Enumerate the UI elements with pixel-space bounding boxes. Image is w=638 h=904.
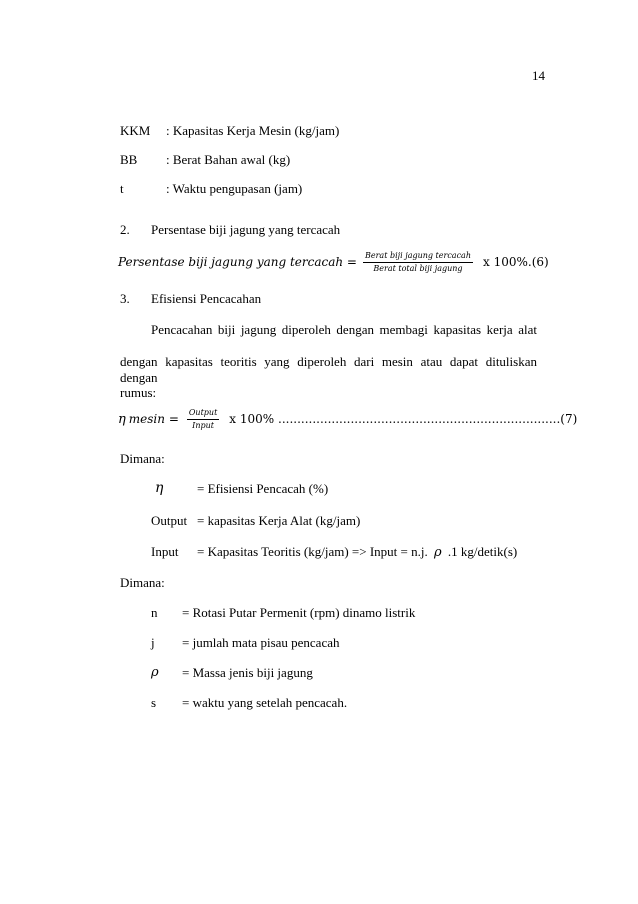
page-number: 14 [532, 68, 545, 83]
dimana1-term-eta: η [155, 480, 164, 496]
def-term-bb: BB [120, 152, 138, 167]
def-desc-bb: : Berat Bahan awal (kg) [166, 152, 291, 167]
dimana2-label: Dimana: [120, 575, 165, 590]
eq6-lhs: Persentase biji jagung yang tercacah = [118, 255, 357, 269]
section3-paragraph-line3: rumus: [120, 385, 157, 400]
dimana2-desc-n: = Rotasi Putar Permenit (rpm) dinamo listrik [182, 605, 416, 620]
def-term-t: t [120, 181, 124, 196]
dimana2-term-j: j [151, 635, 155, 650]
section2-number: 2. [120, 222, 130, 237]
dimana2-desc-rho: = Massa jenis biji jagung [182, 665, 313, 680]
section3-number: 3. [120, 291, 130, 306]
section2-title: Persentase biji jagung yang tercacah [151, 222, 341, 237]
dimana2-term-s: s [151, 695, 157, 710]
dimana1-desc-input: = Kapasitas Teoritis (kg/jam) => Input = n.j. [197, 544, 428, 559]
def-desc-kkm: : Kapasitas Kerja Mesin (kg/jam) [166, 123, 340, 138]
equation-6 [118, 245, 549, 279]
dimana2-term-rho: ρ [151, 665, 159, 680]
eq6-denominator: Berat total biji jagung [373, 263, 463, 273]
eq6-numerator: Berat biji jagung tercacah [363, 251, 473, 263]
rho-symbol: ρ [433, 545, 442, 560]
dimana1-term-output: Output [151, 513, 188, 528]
eq7-fraction [187, 408, 219, 431]
dimana1-desc-output: = kapasitas Kerja Alat (kg/jam) [197, 513, 361, 528]
dimana1-desc-input-after: .1 kg/detik(s) [447, 544, 518, 559]
dimana2-desc-s: = waktu yang setelah pencacah. [182, 695, 348, 710]
def-term-kkm: KKM [120, 123, 151, 138]
eq7-numerator: Output [187, 408, 219, 420]
dimana1-term-input: Input [151, 544, 179, 559]
section3-paragraph-line1: Pencacahan biji jagung diperoleh dengan membagi kapasitas kerja alat [151, 322, 537, 337]
eq6-tail: x 100%.(6) [482, 255, 549, 269]
dimana2-term-n: n [151, 605, 158, 620]
section3-paragraph-line2: dengan kapasitas teoritis yang diperoleh dari mesin atau dapat dituliskan dengan [120, 354, 537, 385]
dimana1-desc-eta: = Efisiensi Pencacah (%) [197, 481, 329, 496]
def-desc-t: : Waktu pengupasan (jam) [166, 181, 303, 196]
eq7-lhs: mesin = [128, 412, 179, 426]
section3-title: Efisiensi Pencacahan [151, 291, 262, 306]
eq6-fraction [363, 251, 473, 274]
eq7-denominator: Input [192, 420, 214, 430]
eq7-tail: x 100% ..........................................................................(7) [229, 412, 578, 426]
dimana2-desc-j: = jumlah mata pisau pencacah [182, 635, 340, 650]
equation-7 [118, 402, 577, 436]
eq7-eta: η [118, 411, 126, 427]
dimana1-desc-input-row [197, 544, 517, 560]
dimana1-label: Dimana: [120, 451, 165, 466]
